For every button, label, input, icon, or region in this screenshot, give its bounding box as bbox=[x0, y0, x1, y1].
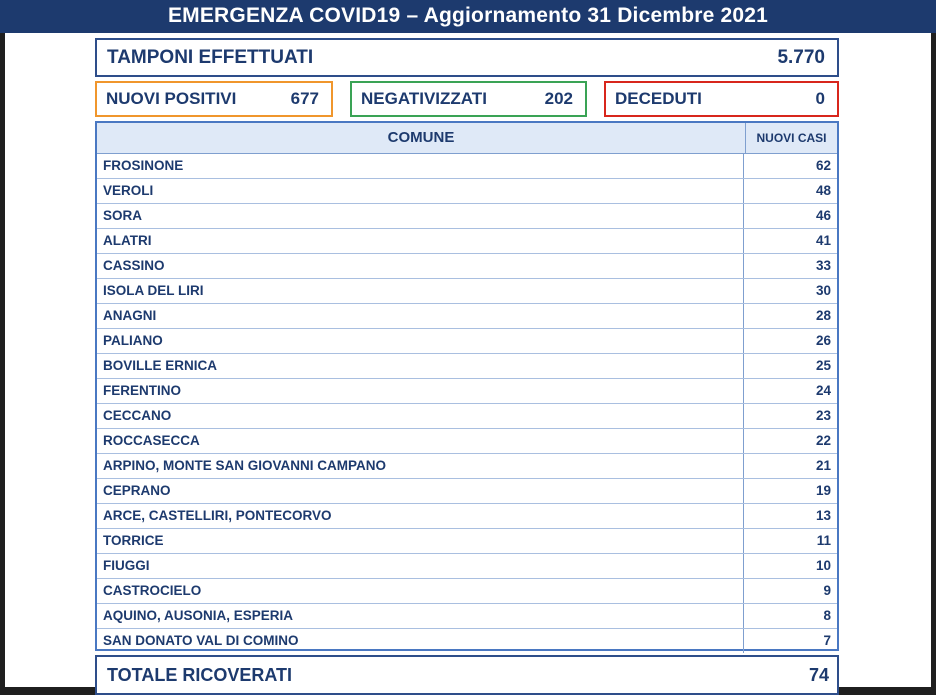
comune-cell: ANAGNI bbox=[97, 304, 744, 328]
deceduti-value: 0 bbox=[815, 89, 825, 108]
table-row bbox=[97, 254, 837, 279]
nuovi-casi-cell: 41 bbox=[815, 233, 831, 248]
nuovi-casi-cell: 13 bbox=[815, 508, 831, 523]
comune-cell: CEPRANO bbox=[97, 479, 744, 503]
negativizzati-value: 202 bbox=[544, 89, 573, 108]
comune-cell: FERENTINO bbox=[97, 379, 744, 403]
negativizzati-box bbox=[350, 81, 587, 117]
comune-cell: PALIANO bbox=[97, 329, 744, 353]
comuni-table bbox=[95, 121, 839, 651]
table-row bbox=[97, 229, 837, 254]
table-row bbox=[97, 604, 837, 629]
table-row bbox=[97, 304, 837, 329]
nuovi-casi-cell: 11 bbox=[816, 533, 831, 548]
totale-ricoverati-value: 74 bbox=[808, 665, 829, 685]
comune-cell: BOVILLE ERNICA bbox=[97, 354, 744, 378]
table-row bbox=[97, 354, 837, 379]
table-row bbox=[97, 504, 837, 529]
bulletin-sheet bbox=[5, 33, 931, 687]
totale-ricoverati-box bbox=[95, 655, 839, 695]
table-row bbox=[97, 454, 837, 479]
table-row bbox=[97, 479, 837, 504]
table-row bbox=[97, 329, 837, 354]
comune-cell: ARCE, CASTELLIRI, PONTECORVO bbox=[97, 504, 744, 528]
table-row bbox=[97, 529, 837, 554]
table-row bbox=[97, 204, 837, 229]
table-row bbox=[97, 429, 837, 454]
nuovi-casi-cell: 25 bbox=[815, 358, 831, 373]
comune-cell: ALATRI bbox=[97, 229, 744, 253]
nuovi-casi-cell: 22 bbox=[815, 433, 831, 448]
comune-cell: CECCANO bbox=[97, 404, 744, 428]
nuovi-casi-cell: 7 bbox=[823, 633, 831, 648]
comune-cell: FIUGGI bbox=[97, 554, 744, 578]
table-row bbox=[97, 579, 837, 604]
nuovi-casi-cell: 26 bbox=[815, 333, 831, 348]
nuovi-casi-cell: 33 bbox=[815, 258, 831, 273]
column-header-nuovi-casi: NUOVI CASI bbox=[756, 131, 827, 145]
table-row bbox=[97, 279, 837, 304]
comune-cell: ROCCASECCA bbox=[97, 429, 744, 453]
page-title: EMERGENZA COVID19 – Aggiornamento 31 Dicembre 2021 bbox=[0, 0, 936, 33]
deceduti-box bbox=[604, 81, 839, 117]
table-row bbox=[97, 554, 837, 579]
table-row bbox=[97, 179, 837, 204]
comune-cell: ISOLA DEL LIRI bbox=[97, 279, 744, 303]
nuovi-casi-cell: 30 bbox=[815, 283, 831, 298]
nuovi-casi-cell: 28 bbox=[815, 308, 831, 323]
nuovi-positivi-value: 677 bbox=[290, 89, 319, 108]
comune-cell: FROSINONE bbox=[97, 154, 744, 178]
table-row bbox=[97, 629, 837, 653]
table-row bbox=[97, 379, 837, 404]
nuovi-casi-cell: 19 bbox=[815, 483, 831, 498]
comune-cell: TORRICE bbox=[97, 529, 744, 553]
table-row bbox=[97, 154, 837, 179]
table-header bbox=[97, 123, 837, 154]
comune-cell: SORA bbox=[97, 204, 744, 228]
nuovi-casi-cell: 9 bbox=[823, 583, 831, 598]
tamponi-label: TAMPONI EFFETTUATI bbox=[107, 46, 314, 68]
nuovi-casi-cell: 8 bbox=[823, 608, 831, 623]
deceduti-label: DECEDUTI bbox=[615, 89, 702, 108]
tamponi-value: 5.770 bbox=[777, 46, 825, 68]
comune-cell: CASSINO bbox=[97, 254, 744, 278]
comune-cell: CASTROCIELO bbox=[97, 579, 744, 603]
totale-ricoverati-label: TOTALE RICOVERATI bbox=[107, 665, 293, 685]
tamponi-box bbox=[95, 38, 839, 77]
nuovi-casi-cell: 21 bbox=[815, 458, 831, 473]
comune-cell: VEROLI bbox=[97, 179, 744, 203]
nuovi-positivi-label: NUOVI POSITIVI bbox=[106, 89, 237, 108]
comune-cell: AQUINO, AUSONIA, ESPERIA bbox=[97, 604, 744, 628]
negativizzati-label: NEGATIVIZZATI bbox=[361, 89, 487, 108]
nuovi-casi-cell: 46 bbox=[815, 208, 831, 223]
column-header-comune: COMUNE bbox=[97, 123, 746, 153]
nuovi-casi-cell: 48 bbox=[815, 183, 831, 198]
nuovi-positivi-box bbox=[95, 81, 333, 117]
nuovi-casi-cell: 10 bbox=[815, 558, 831, 573]
nuovi-casi-cell: 23 bbox=[815, 408, 831, 423]
comune-cell: SAN DONATO VAL DI COMINO bbox=[97, 629, 744, 653]
table-body bbox=[97, 154, 837, 653]
nuovi-casi-cell: 24 bbox=[815, 383, 831, 398]
table-row bbox=[97, 404, 837, 429]
nuovi-casi-cell: 62 bbox=[815, 158, 831, 173]
comune-cell: ARPINO, MONTE SAN GIOVANNI CAMPANO bbox=[97, 454, 744, 478]
